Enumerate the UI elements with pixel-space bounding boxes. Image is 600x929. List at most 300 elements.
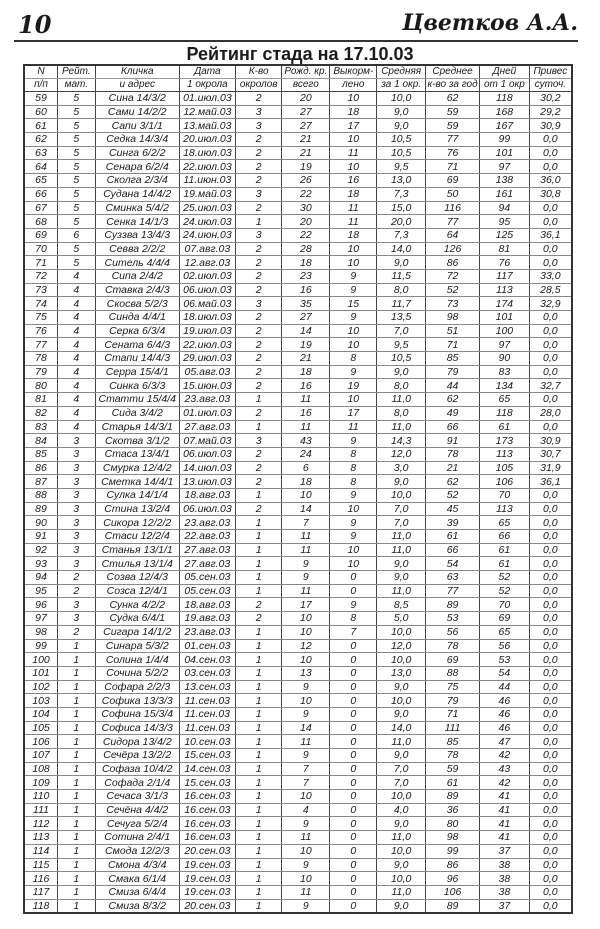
table-cell: 1 <box>58 721 96 735</box>
table-cell: 7,0 <box>377 502 426 516</box>
table-cell: 113 <box>24 831 58 845</box>
table-cell: 0 <box>330 817 377 831</box>
table-cell: 50 <box>426 187 480 201</box>
table-cell: 13.май.03 <box>179 119 235 133</box>
table-cell: 21 <box>426 461 480 475</box>
table-row <box>24 790 572 804</box>
table-cell: 69 <box>426 653 480 667</box>
table-cell: 7,3 <box>377 228 426 242</box>
table-cell: 11,0 <box>377 543 426 557</box>
table-cell: 1 <box>235 721 282 735</box>
table-cell: 1 <box>58 844 96 858</box>
table-cell: 65 <box>480 516 530 530</box>
table-row <box>24 406 572 420</box>
table-cell: 134 <box>480 379 530 393</box>
table-row <box>24 324 572 338</box>
table-cell: 70 <box>480 598 530 612</box>
table-cell: 1 <box>235 831 282 845</box>
table-cell: 3 <box>58 530 96 544</box>
table-cell: 11.сен.03 <box>179 694 235 708</box>
table-cell: 07.авг.03 <box>179 242 235 256</box>
column-header: от 1 окр <box>480 79 530 92</box>
table-cell: 1 <box>58 776 96 790</box>
table-cell: 41 <box>480 803 530 817</box>
table-cell: 96 <box>24 598 58 612</box>
table-cell: 6 <box>58 228 96 242</box>
table-cell: 1 <box>235 530 282 544</box>
table-cell: 98 <box>24 625 58 639</box>
table-cell: 11 <box>330 420 377 434</box>
table-cell: 56 <box>480 639 530 653</box>
table-cell: 3 <box>58 543 96 557</box>
table-cell: 1 <box>58 803 96 817</box>
table-cell: 0 <box>330 653 377 667</box>
table-cell: 10 <box>330 557 377 571</box>
table-cell: 25.июл.03 <box>179 201 235 215</box>
table-cell: 19.июл.03 <box>179 324 235 338</box>
table-cell: 71 <box>426 338 480 352</box>
table-cell: 1 <box>235 817 282 831</box>
table-cell: 22.июл.03 <box>179 338 235 352</box>
table-cell: 60 <box>24 105 58 119</box>
table-cell: 75 <box>426 680 480 694</box>
table-cell: 78 <box>426 749 480 763</box>
table-cell: 3 <box>58 488 96 502</box>
column-header: Дней <box>480 65 530 79</box>
table-cell: 7,3 <box>377 187 426 201</box>
table-cell: 106 <box>480 475 530 489</box>
table-cell: Стаса 13/4/1 <box>95 447 179 461</box>
table-cell: 10 <box>330 160 377 174</box>
table-cell: 1 <box>235 707 282 721</box>
table-cell: 1 <box>235 584 282 598</box>
table-cell: 13.сен.03 <box>179 680 235 694</box>
table-cell: 0,0 <box>529 872 572 886</box>
table-cell: 17 <box>330 119 377 133</box>
table-cell: 0,0 <box>529 133 572 147</box>
table-row <box>24 844 572 858</box>
table-cell: 0,0 <box>529 242 572 256</box>
table-cell: 10,5 <box>377 352 426 366</box>
table-cell: 46 <box>480 694 530 708</box>
table-cell: 1 <box>235 749 282 763</box>
table-cell: 5 <box>58 187 96 201</box>
table-cell: 0,0 <box>529 393 572 407</box>
table-cell: 92 <box>24 543 58 557</box>
table-cell: 3 <box>235 119 282 133</box>
table-cell: 24.июл.03 <box>179 215 235 229</box>
column-header: и адрес <box>95 79 179 92</box>
table-cell: 12,0 <box>377 639 426 653</box>
column-header: Средняя <box>377 65 426 79</box>
table-cell: 18 <box>282 365 330 379</box>
table-cell: Скосва 5/2/3 <box>95 297 179 311</box>
table-cell: 73 <box>24 283 58 297</box>
table-cell: 1 <box>58 639 96 653</box>
table-cell: 2 <box>235 598 282 612</box>
table-cell: 22.июл.03 <box>179 160 235 174</box>
table-cell: Смиза 8/3/2 <box>95 899 179 913</box>
column-header: окролов <box>235 79 282 92</box>
table-cell: 0,0 <box>529 899 572 913</box>
table-cell: Стаси 12/2/4 <box>95 530 179 544</box>
table-row <box>24 146 572 160</box>
table-cell: 47 <box>480 735 530 749</box>
table-cell: 16 <box>282 406 330 420</box>
table-cell: 0 <box>330 639 377 653</box>
table-row <box>24 598 572 612</box>
table-cell: 2 <box>235 352 282 366</box>
table-cell: 1 <box>235 516 282 530</box>
table-cell: 9 <box>282 557 330 571</box>
table-cell: 4 <box>58 338 96 352</box>
table-cell: 59 <box>426 105 480 119</box>
header-row <box>24 65 572 79</box>
table-row <box>24 899 572 913</box>
table-cell: 1 <box>235 571 282 585</box>
table-cell: 16.сен.03 <box>179 803 235 817</box>
table-cell: Смака 6/1/4 <box>95 872 179 886</box>
table-cell: 3 <box>235 434 282 448</box>
table-cell: 116 <box>24 872 58 886</box>
table-cell: 18 <box>282 256 330 270</box>
table-cell: 69 <box>480 612 530 626</box>
table-cell: 10 <box>330 133 377 147</box>
table-cell: 15 <box>330 297 377 311</box>
table-cell: 27 <box>282 105 330 119</box>
table-cell: Сената 6/4/3 <box>95 338 179 352</box>
table-cell: 78 <box>426 639 480 653</box>
table-cell: 10,5 <box>377 133 426 147</box>
table-cell: 90 <box>480 352 530 366</box>
table-cell: 32,9 <box>529 297 572 311</box>
table-cell: 11 <box>282 393 330 407</box>
table-cell: 23.авг.03 <box>179 625 235 639</box>
column-header: за 1 окр. <box>377 79 426 92</box>
table-cell: 70 <box>24 242 58 256</box>
table-cell: 4 <box>58 393 96 407</box>
table-cell: 0,0 <box>529 625 572 639</box>
table-cell: 16 <box>330 174 377 188</box>
table-cell: 69 <box>426 174 480 188</box>
table-cell: 2 <box>235 201 282 215</box>
table-cell: 4 <box>58 379 96 393</box>
table-cell: 80 <box>24 379 58 393</box>
table-cell: 2 <box>235 338 282 352</box>
table-cell: 52 <box>480 571 530 585</box>
table-cell: 2 <box>235 174 282 188</box>
column-header: всего <box>282 79 330 92</box>
table-cell: 18 <box>330 228 377 242</box>
table-cell: 4 <box>58 420 96 434</box>
table-cell: Севва 2/2/2 <box>95 242 179 256</box>
table-cell: Сенка 14/1/3 <box>95 215 179 229</box>
table-cell: 85 <box>426 735 480 749</box>
table-title: Рейтинг стада на 17.10.03 <box>186 44 414 64</box>
table-cell: 7 <box>282 516 330 530</box>
table-cell: 94 <box>480 201 530 215</box>
table-cell: 46 <box>480 707 530 721</box>
table-row <box>24 338 572 352</box>
table-cell: 61 <box>480 420 530 434</box>
table-cell: 86 <box>426 858 480 872</box>
table-cell: 11 <box>282 543 330 557</box>
table-cell: 4 <box>58 324 96 338</box>
table-row <box>24 653 572 667</box>
table-cell: 65 <box>480 625 530 639</box>
table-cell: 41 <box>480 817 530 831</box>
table-cell: 9 <box>330 598 377 612</box>
table-cell: Софиса 14/3/3 <box>95 721 179 735</box>
table-cell: 5 <box>58 92 96 106</box>
table-cell: 9 <box>330 269 377 283</box>
table-cell: 3 <box>58 598 96 612</box>
table-row <box>24 256 572 270</box>
table-cell: 77 <box>426 215 480 229</box>
table-cell: 91 <box>426 434 480 448</box>
table-cell: 5 <box>58 119 96 133</box>
table-cell: 1 <box>235 639 282 653</box>
table-cell: 97 <box>480 160 530 174</box>
table-cell: 1 <box>235 762 282 776</box>
table-cell: 0 <box>330 666 377 680</box>
table-cell: 10.сен.03 <box>179 735 235 749</box>
table-cell: 117 <box>24 885 58 899</box>
table-cell: 13,0 <box>377 666 426 680</box>
table-cell: 19 <box>330 379 377 393</box>
table-cell: 0,0 <box>529 844 572 858</box>
table-cell: 9,0 <box>377 571 426 585</box>
table-cell: 14 <box>282 502 330 516</box>
table-cell: 0,0 <box>529 571 572 585</box>
table-cell: 44 <box>426 379 480 393</box>
table-cell: 100 <box>480 324 530 338</box>
table-cell: Смиза 6/4/4 <box>95 885 179 899</box>
table-cell: 65 <box>24 174 58 188</box>
table-cell: 10,0 <box>377 488 426 502</box>
table-row <box>24 872 572 886</box>
table-cell: 0,0 <box>529 680 572 694</box>
table-cell: 12,0 <box>377 447 426 461</box>
table-row <box>24 831 572 845</box>
table-cell: Судка 6/4/1 <box>95 612 179 626</box>
table-cell: 41 <box>480 790 530 804</box>
table-cell: 83 <box>24 420 58 434</box>
table-cell: 14.сен.03 <box>179 762 235 776</box>
table-cell: 10 <box>330 92 377 106</box>
table-cell: Сечуга 5/2/4 <box>95 817 179 831</box>
table-cell: 82 <box>24 406 58 420</box>
table-cell: 0,0 <box>529 215 572 229</box>
table-cell: 98 <box>426 831 480 845</box>
table-cell: 38 <box>480 858 530 872</box>
table-cell: 5 <box>58 105 96 119</box>
table-cell: 7,0 <box>377 516 426 530</box>
table-cell: 108 <box>24 762 58 776</box>
table-cell: 10 <box>282 653 330 667</box>
table-row <box>24 105 572 119</box>
table-row <box>24 297 572 311</box>
table-row <box>24 92 572 106</box>
column-header: N <box>24 65 58 79</box>
table-cell: 2 <box>235 447 282 461</box>
table-cell: 0 <box>330 885 377 899</box>
table-cell: 3,0 <box>377 461 426 475</box>
table-cell: 125 <box>480 228 530 242</box>
table-cell: 10 <box>282 625 330 639</box>
table-row <box>24 420 572 434</box>
table-cell: 9,0 <box>377 119 426 133</box>
table-cell: 79 <box>24 365 58 379</box>
table-row <box>24 680 572 694</box>
table-row <box>24 352 572 366</box>
table-cell: 115 <box>24 858 58 872</box>
table-cell: 1 <box>58 790 96 804</box>
table-cell: 0 <box>330 721 377 735</box>
table-cell: 103 <box>24 694 58 708</box>
table-cell: 1 <box>235 899 282 913</box>
table-cell: 16.сен.03 <box>179 790 235 804</box>
table-cell: 36,1 <box>529 475 572 489</box>
table-cell: 29,2 <box>529 105 572 119</box>
table-cell: 9 <box>330 365 377 379</box>
table-cell: 3 <box>58 516 96 530</box>
table-cell: 11,0 <box>377 885 426 899</box>
table-cell: 27.авг.03 <box>179 543 235 557</box>
table-cell: 0,0 <box>529 488 572 502</box>
table-cell: 28 <box>282 242 330 256</box>
table-cell: 0 <box>330 571 377 585</box>
table-cell: 10 <box>330 338 377 352</box>
table-cell: 100 <box>24 653 58 667</box>
table-cell: 113 <box>480 283 530 297</box>
table-cell: Сунка 4/2/2 <box>95 598 179 612</box>
table-cell: 68 <box>24 215 58 229</box>
table-cell: 06.май.03 <box>179 297 235 311</box>
table-cell: 8 <box>330 612 377 626</box>
table-cell: 21 <box>282 146 330 160</box>
table-cell: 36 <box>426 803 480 817</box>
table-cell: 3 <box>58 434 96 448</box>
column-header: мат. <box>58 79 96 92</box>
table-cell: 11 <box>282 885 330 899</box>
table-cell: 1 <box>58 707 96 721</box>
table-row <box>24 461 572 475</box>
table-cell: 1 <box>235 543 282 557</box>
table-cell: 63 <box>426 571 480 585</box>
table-cell: 71 <box>426 160 480 174</box>
table-cell: 87 <box>24 475 58 489</box>
table-cell: 19 <box>282 160 330 174</box>
table-cell: 106 <box>426 885 480 899</box>
table-cell: 10 <box>282 612 330 626</box>
table-cell: 19.май.03 <box>179 187 235 201</box>
table-cell: 76 <box>426 146 480 160</box>
table-cell: Сминка 5/4/2 <box>95 201 179 215</box>
table-cell: 1 <box>58 831 96 845</box>
table-cell: 33,0 <box>529 269 572 283</box>
table-cell: 05.сен.03 <box>179 584 235 598</box>
table-cell: 0,0 <box>529 858 572 872</box>
table-cell: 78 <box>426 447 480 461</box>
table-cell: 2 <box>235 242 282 256</box>
table-cell: 11 <box>330 215 377 229</box>
table-cell: 10,0 <box>377 844 426 858</box>
table-cell: 77 <box>426 584 480 598</box>
table-row <box>24 694 572 708</box>
table-cell: 06.июл.03 <box>179 447 235 461</box>
table-cell: 0,0 <box>529 201 572 215</box>
table-cell: 173 <box>480 434 530 448</box>
table-cell: 10,5 <box>377 146 426 160</box>
table-cell: 1 <box>58 653 96 667</box>
table-row <box>24 817 572 831</box>
table-cell: 2 <box>58 584 96 598</box>
table-cell: 2 <box>235 269 282 283</box>
table-cell: 85 <box>24 447 58 461</box>
table-cell: Статти 15/4/4 <box>95 393 179 407</box>
table-cell: 15.сен.03 <box>179 776 235 790</box>
table-cell: 1 <box>58 872 96 886</box>
table-cell: 0 <box>330 790 377 804</box>
table-row <box>24 174 572 188</box>
table-row <box>24 269 572 283</box>
table-cell: 9 <box>282 858 330 872</box>
page-header <box>14 10 578 42</box>
table-cell: 11,0 <box>377 584 426 598</box>
table-cell: 74 <box>24 297 58 311</box>
table-row <box>24 365 572 379</box>
table-cell: 11 <box>282 530 330 544</box>
table-cell: 9 <box>330 311 377 325</box>
table-cell: 0 <box>330 872 377 886</box>
table-cell: 5 <box>58 174 96 188</box>
table-row <box>24 434 572 448</box>
table-cell: 3 <box>235 228 282 242</box>
table-cell: 16.сен.03 <box>179 817 235 831</box>
table-cell: 9,0 <box>377 365 426 379</box>
table-cell: 8 <box>330 447 377 461</box>
table-cell: 167 <box>480 119 530 133</box>
table-cell: 81 <box>480 242 530 256</box>
table-cell: 118 <box>480 406 530 420</box>
table-cell: 26 <box>282 174 330 188</box>
table-cell: 95 <box>480 215 530 229</box>
table-cell: 13,0 <box>377 174 426 188</box>
table-cell: 0,0 <box>529 721 572 735</box>
table-cell: 10 <box>330 242 377 256</box>
table-cell: 18.авг.03 <box>179 598 235 612</box>
table-cell: 1 <box>58 899 96 913</box>
table-cell: 2 <box>235 365 282 379</box>
table-cell: 76 <box>480 256 530 270</box>
table-cell: 19.сен.03 <box>179 872 235 886</box>
table-cell: 66 <box>426 420 480 434</box>
table-cell: 0,0 <box>529 516 572 530</box>
table-cell: 11,0 <box>377 530 426 544</box>
table-cell: 1 <box>235 776 282 790</box>
table-cell: 0,0 <box>529 762 572 776</box>
table-cell: 1 <box>58 762 96 776</box>
table-row <box>24 803 572 817</box>
table-cell: 39 <box>426 516 480 530</box>
table-row <box>24 858 572 872</box>
table-cell: Сотина 2/4/1 <box>95 831 179 845</box>
table-row <box>24 707 572 721</box>
table-cell: 14,0 <box>377 721 426 735</box>
table-cell: 59 <box>24 92 58 106</box>
table-cell: 1 <box>235 666 282 680</box>
